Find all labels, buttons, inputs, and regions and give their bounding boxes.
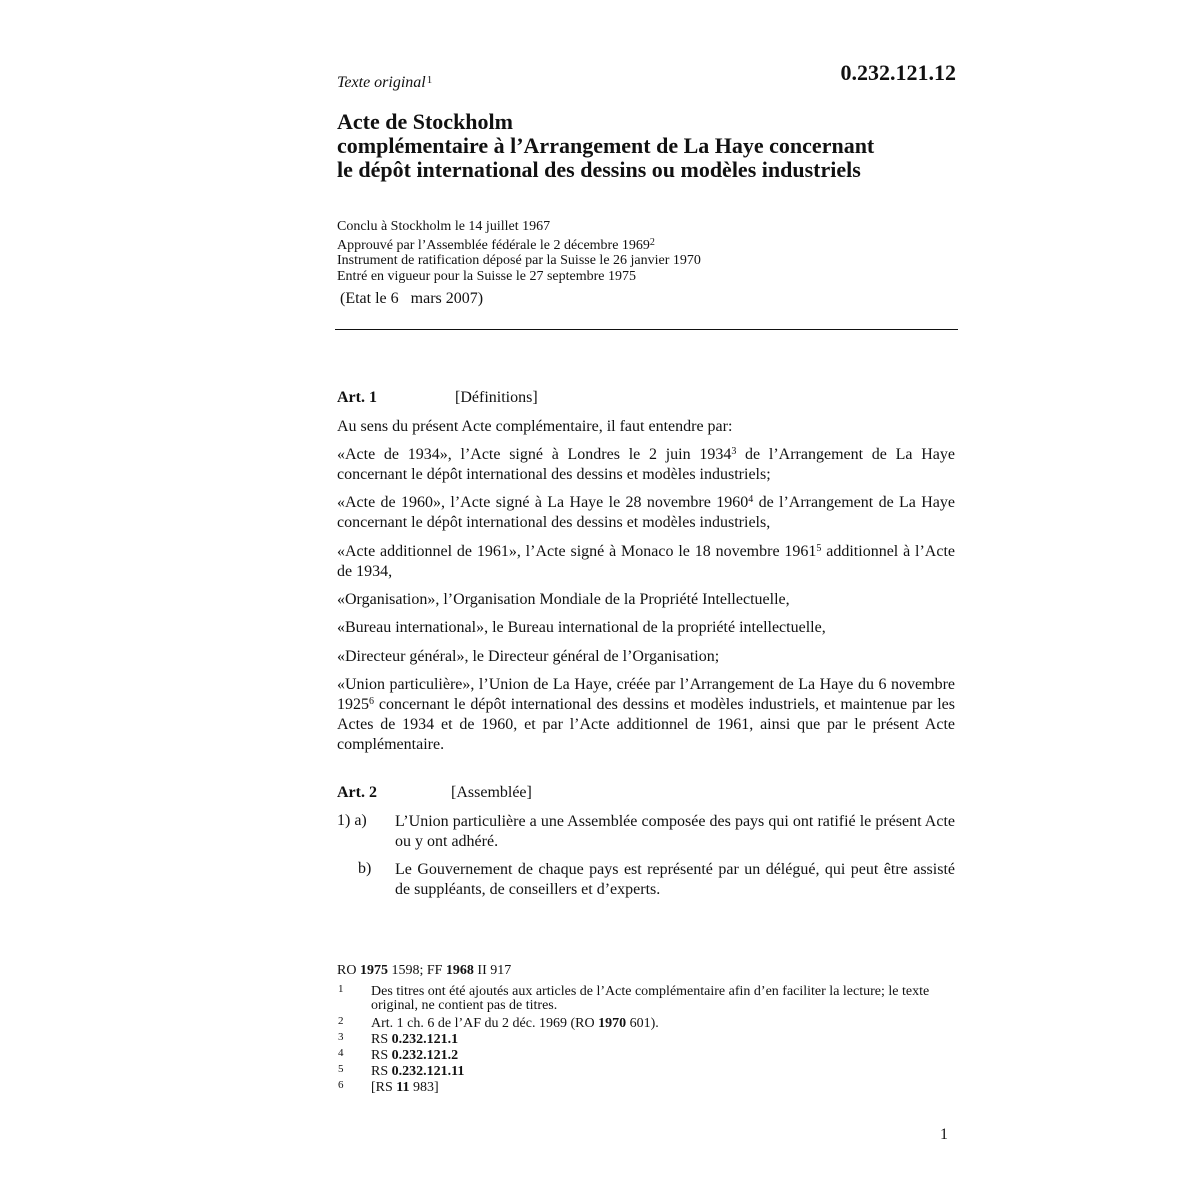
def-acte-1934-a: «Acte de 1934», l’Acte signé à Londres le 2 juin 1934 [337, 446, 732, 463]
footnote-5-text [371, 1065, 931, 1079]
def-acte-1934 [337, 445, 955, 485]
art1-intro: Au sens du présent Acte complémentaire, il faut entendre par: [337, 418, 733, 435]
item-1a-text: L’Union particulière a une Assemblée composée des pays qui ont ratifié le présent Acte ou y ont adhéré. [395, 813, 955, 850]
footnote-3-text [371, 1033, 931, 1047]
ro-page: 1598; FF [387, 963, 446, 978]
footnote-ref-5[interactable]: 5 [816, 543, 822, 554]
def-acte-1960-b: de l’Arrangement de La Haye concernant le dépôt international des dessins et modèles industriels, [337, 494, 956, 531]
footnote-5-b: 0.232.121.11 [391, 1064, 465, 1079]
def-acte-1961-b: additionnel à l’Acte de 1934, [337, 543, 956, 580]
ratification-line: Instrument de ratification déposé par la Suisse le 26 janvier 1970 [337, 253, 701, 268]
approved-line [337, 235, 701, 254]
art2-header [337, 784, 532, 802]
footnote-6-text [371, 1081, 931, 1095]
art1-header [337, 389, 538, 407]
def-acte-1961-a: «Acte additionnel de 1961», l’Acte signé à Monaco le 18 novembre 1961 [337, 543, 817, 560]
footnote-ref-6[interactable]: 6 [369, 696, 374, 707]
ro-ff-reference [337, 963, 511, 979]
header-divider [335, 329, 958, 330]
in-force-line: Entré en vigueur pour la Suisse le 27 septembre 1975 [337, 268, 636, 284]
item-1a-label: 1) a) [337, 812, 367, 829]
footnote-3-number: 3 [338, 1031, 344, 1043]
art1-number: Art. 1 [337, 389, 377, 406]
footnote-2-b: 1970 [598, 1016, 627, 1031]
item-1b-label: b) [358, 860, 372, 877]
footnote-ref-1[interactable]: 1 [426, 74, 433, 86]
footnote-2-number: 2 [338, 1015, 344, 1027]
def-acte-1960-a: «Acte de 1960», l’Acte signé à La Haye le 28 novembre 1960 [337, 494, 749, 511]
footnote-4-text [371, 1049, 931, 1063]
ro-prefix: RO [337, 963, 360, 978]
footnote-4-a: RS [371, 1048, 392, 1063]
def-directeur: «Directeur général», le Directeur général de l’Organisation; [337, 648, 720, 665]
title-line-1: Acte de Stockholm [337, 109, 513, 134]
state-date: (Etat le 6 mars 2007) [340, 290, 484, 307]
ff-page: II 917 [473, 963, 512, 978]
ff-year: 1968 [445, 963, 474, 978]
sr-number: 0.232.121.12 [840, 60, 956, 85]
page-number: 1 [940, 1126, 948, 1143]
approved-text: Approuvé par l’Assemblée fédérale le 2 décembre 1969 [337, 237, 650, 253]
footnote-ref-4[interactable]: 4 [748, 494, 754, 505]
footnote-2-c: 601). [626, 1016, 659, 1031]
footnote-2-text [371, 1017, 931, 1031]
def-bureau: «Bureau international», le Bureau international de la propriété intellectuelle, [337, 619, 826, 636]
art2-number: Art. 2 [337, 784, 377, 801]
footnote-6-b: 11 [396, 1080, 410, 1095]
footnote-2-a: Art. 1 ch. 6 de l’AF du 2 déc. 1969 (RO [371, 1016, 599, 1031]
ro-year: 1975 [359, 963, 388, 978]
original-text-label [337, 74, 432, 92]
document-title [337, 110, 957, 182]
footnote-4-number: 4 [338, 1047, 344, 1059]
art1-heading: [Définitions] [455, 389, 538, 406]
footnote-5-a: RS [371, 1064, 392, 1079]
footnote-6-number: 6 [338, 1079, 344, 1091]
footnote-4-b: 0.232.121.2 [391, 1048, 459, 1063]
footnote-5-number: 5 [338, 1063, 344, 1075]
footnote-6-c: 983] [409, 1080, 439, 1095]
title-line-3: le dépôt international des dessins ou modèles industriels [337, 157, 861, 182]
document-metadata [337, 219, 701, 284]
def-acte-1960 [337, 493, 955, 533]
def-union [337, 675, 955, 755]
def-union-a: «Union particulière», l’Union de La Haye, créée par l’Arrangement de La Haye du 6 novembre 1925 [337, 676, 955, 713]
footnote-6-a: [RS [371, 1080, 397, 1095]
def-acte-1934-b: de l’Arrangement de La Haye concernant le dépôt international des dessins et modèles industriels; [337, 446, 955, 483]
footnote-1-text: Des titres ont été ajoutés aux articles de l’Acte complémentaire afin d’en faciliter la lecture; le texte original, ne contient pas de titres. [371, 984, 930, 1013]
footnote-ref-2[interactable]: 2 [649, 236, 655, 248]
title-line-2: complémentaire à l’Arrangement de La Haye concernant [337, 133, 875, 158]
def-acte-1961 [337, 542, 955, 582]
art2-heading: [Assemblée] [451, 784, 532, 801]
item-1b-text: Le Gouvernement de chaque pays est représenté par un délégué, qui peut être assisté de suppléants, de conseillers et d’experts. [395, 861, 955, 898]
original-text-label-text: Texte original [337, 74, 426, 91]
footnote-3-a: RS [371, 1032, 392, 1047]
def-organisation: «Organisation», l’Organisation Mondiale de la Propriété Intellectuelle, [337, 591, 790, 608]
footnote-3-b: 0.232.121.1 [391, 1032, 459, 1047]
concluded-line: Conclu à Stockholm le 14 juillet 1967 [337, 219, 551, 234]
footnote-1-number: 1 [338, 983, 344, 995]
def-union-b: concernant le dépôt international des dessins et modèles industriels, et maintenue par les Actes de 1934 et de 1960, et par l’Acte additionnel de 1961, ainsi que par le présent Acte complémentaire. [337, 696, 955, 753]
footnote-ref-3[interactable]: 3 [731, 446, 737, 457]
